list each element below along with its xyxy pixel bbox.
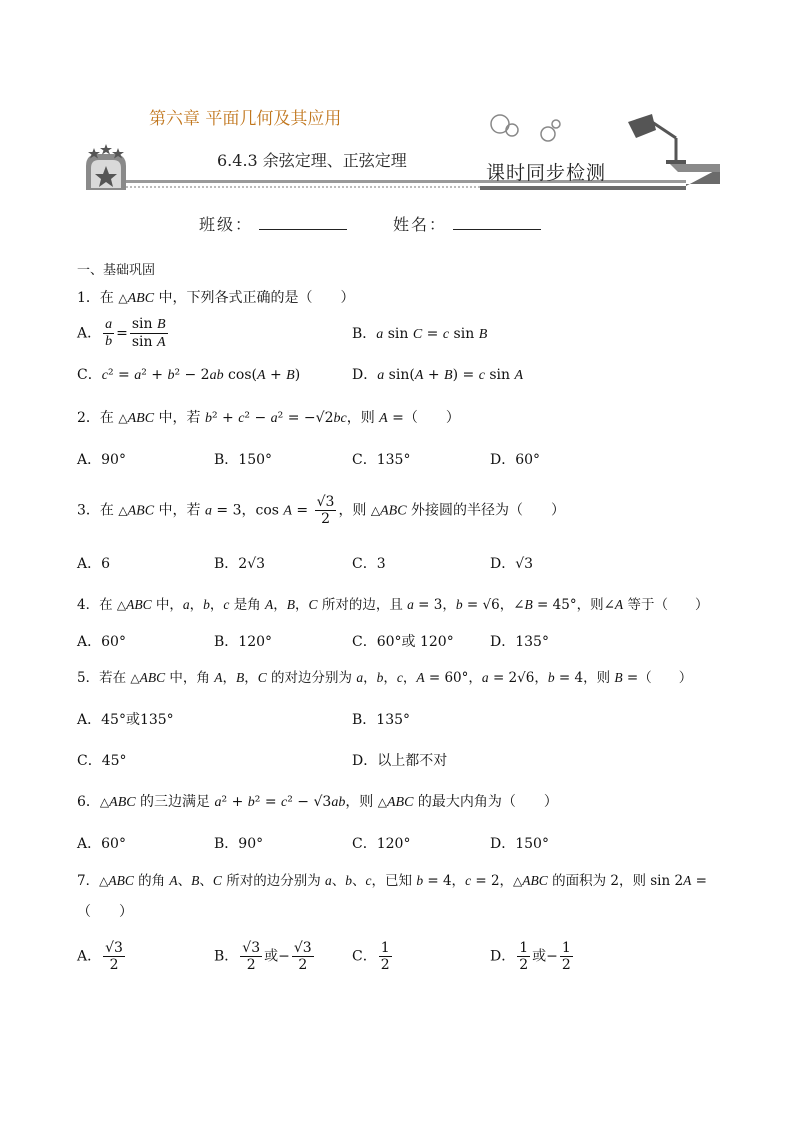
bubbles-icon (491, 115, 560, 141)
question-3-option-c[interactable]: C．3 (352, 556, 386, 572)
name-label: 姓名： (393, 215, 448, 234)
question-6-option-d[interactable]: D．150° (490, 836, 549, 852)
question-2-option-c[interactable]: C．135° (352, 452, 411, 468)
question-4-option-b[interactable]: B．120° (214, 634, 273, 650)
question-3-option-b[interactable]: B．2√3 (214, 556, 266, 572)
name-field (393, 212, 541, 235)
class-field (199, 212, 347, 235)
question-3-option-d[interactable]: D．√3 (490, 556, 534, 572)
question-5-option-a[interactable]: A．45°或135° (77, 712, 174, 728)
section-heading: 一、基础巩固 (77, 263, 156, 278)
question-5-stem: 5．若在 △ABC 中，角 A，B，C 的对边分别为 a，b，c，A = 60°，a = 2√6，b = 4，则 B =（ ） (77, 670, 693, 686)
question-5-option-b[interactable]: B．135° (352, 712, 411, 728)
section-title: 6.4.3 余弦定理、正弦定理 (217, 151, 407, 170)
star-badge-icon (86, 144, 126, 190)
name-blank[interactable] (453, 214, 541, 230)
question-7-option-d[interactable]: D． $\frac{1}{2}$ 或− $\frac{1}{2}$ (490, 940, 571, 973)
question-3-option-a[interactable]: A．6 (77, 556, 111, 572)
question-5-option-c[interactable]: C．45° (77, 753, 127, 769)
question-7-stem: 7．△ABC 的角 A、B、C 所对的边分别为 a、b、c，已知 b = 4，c = 2，△ABC 的面积为 2，则 sin 2A = (77, 873, 707, 889)
question-4-option-d[interactable]: D．135° (490, 634, 549, 650)
question-1-option-d[interactable]: D．a sin(A + B) = c sin A (352, 367, 524, 383)
chapter-title: 第六章 平面几何及其应用 (149, 109, 342, 129)
desk-lamp-icon (628, 114, 686, 164)
badge-title: 课时同步检测 (486, 162, 607, 184)
question-4-option-c[interactable]: C．60°或 120° (352, 634, 454, 650)
question-5-option-d[interactable]: D．以上都不对 (352, 753, 448, 769)
question-6-option-b[interactable]: B．90° (214, 836, 264, 852)
question-2-option-b[interactable]: B．150° (214, 452, 273, 468)
question-7-stem-cont: （ ） (77, 904, 133, 920)
question-2-stem: 2．在 △ABC 中，若 b² + c² − a² = −√2bc，则 A =（ ） (77, 410, 460, 426)
question-6-option-a[interactable]: A．60° (77, 836, 126, 852)
question-2-option-a[interactable]: A．90° (77, 452, 126, 468)
question-6-option-c[interactable]: C．120° (352, 836, 411, 852)
class-blank[interactable] (259, 214, 347, 230)
class-label: 班级： (199, 215, 254, 234)
question-7-option-c[interactable]: C． $\frac{1}{2}$ (352, 940, 390, 973)
question-7-option-b[interactable]: B． $\frac{√3}{2}$ 或− $\frac{√3}{2}$ (214, 940, 312, 973)
question-1-stem: 1．在 △ABC 中，下列各式正确的是（ ） (77, 290, 355, 306)
question-4-stem: 4．在 △ABC 中，a，b，c 是角 A，B，C 所对的边，且 a = 3，b = √6，∠B = 45°，则∠A 等于（ ） (77, 597, 709, 613)
question-1-option-c[interactable]: C．c² = a² + b² − 2ab cos(A + B) (77, 367, 301, 383)
question-3-stem: 3．在 △ABC 中，若 a = 3，cos A = $\frac{√3}{2}$ ，则 △ABC 外接圆的半径为（ ） (77, 494, 566, 527)
question-1-option-a[interactable]: A． $\frac{a}{b}$ = $\frac{\text{sin B}}{\text{sin A}}$ (77, 316, 166, 350)
question-7-option-a[interactable]: A． $\frac{√3}{2}$ (77, 940, 123, 973)
question-6-stem: 6．△ABC 的三边满足 a² + b² = c² − √3ab，则 △ABC 的最大内角为（ ） (77, 794, 558, 810)
question-2-option-d[interactable]: D．60° (490, 452, 541, 468)
question-1-option-b[interactable]: B．a sin C = c sin B (352, 326, 488, 342)
question-4-option-a[interactable]: A．60° (77, 634, 126, 650)
